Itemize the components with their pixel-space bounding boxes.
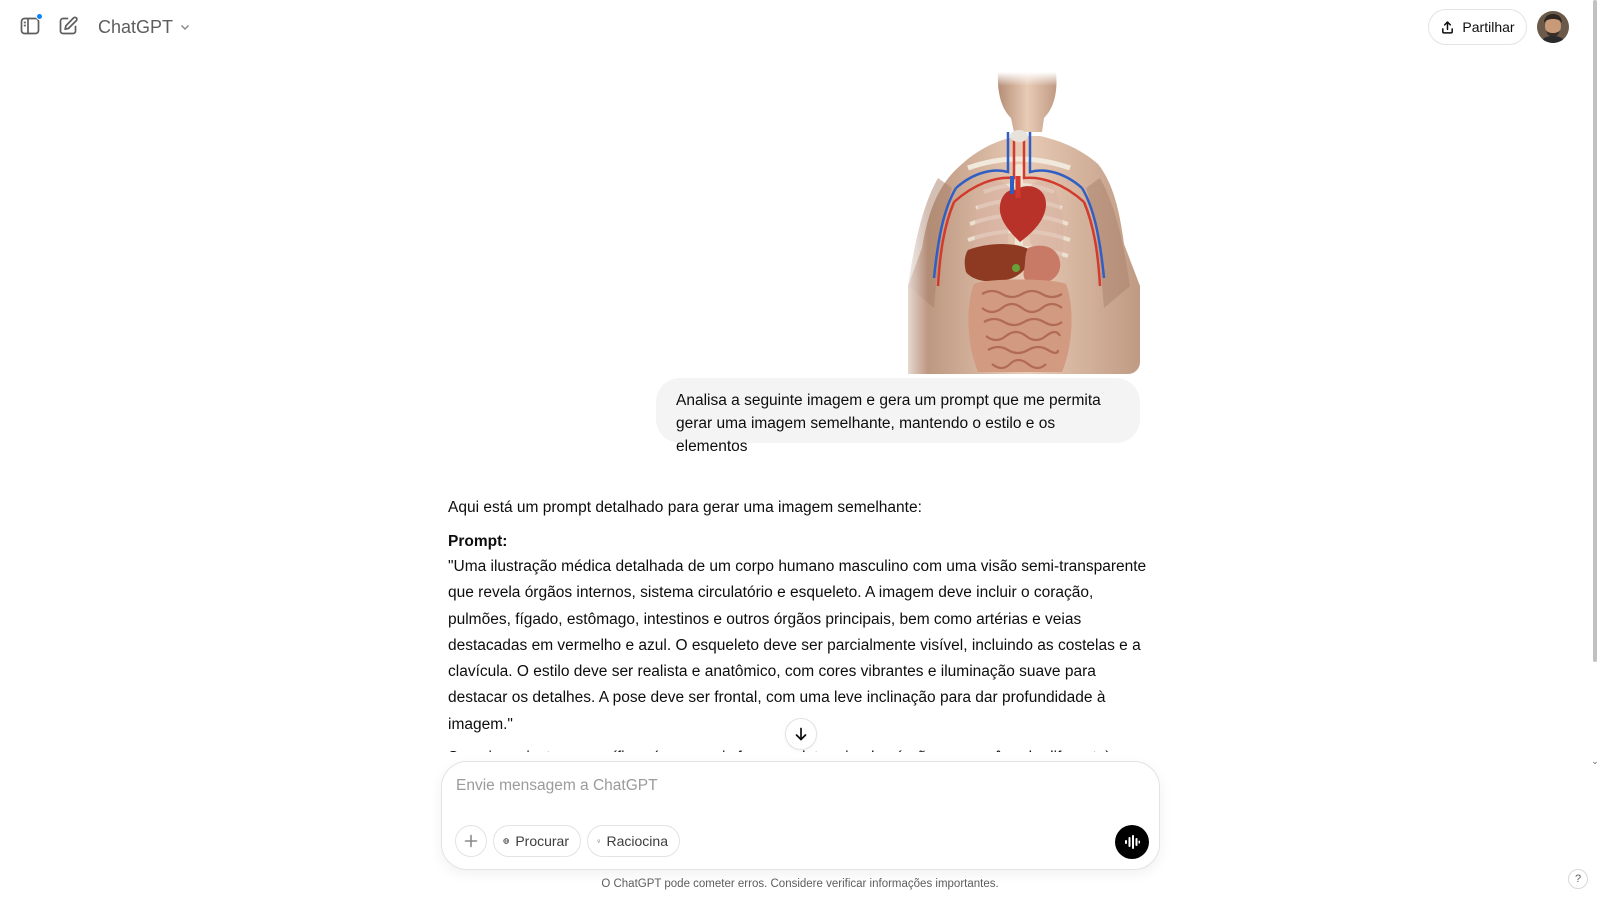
search-button[interactable]: [493, 825, 581, 857]
sidebar-toggle-button[interactable]: [14, 10, 46, 42]
share-button[interactable]: [1428, 9, 1527, 45]
compose-icon: [57, 15, 79, 37]
attach-button[interactable]: [455, 825, 487, 857]
share-label: Partilhar: [1462, 19, 1515, 35]
help-icon: ?: [1574, 873, 1582, 885]
prompt-text: "Uma ilustração médica detalhada de um corpo humano masculino com uma visão semi-transparente que revela órgãos internos, sistema circulatório e esqueleto. A imagem deve incluir o coração, pulmões, fígado, estômago, intestinos e outros órgãos principais, bem como artérias e veias destacadas em vermelho e azul. O esqueleto deve ser parcialmente visível, incluindo as costelas e a clavícula. O estilo deve ser realista e anatômico, com cores vibrantes e iluminação suave para destacar os detalhes. A pose deve ser frontal, com uma leve inclinação para dar profundidade à imagem.": [448, 558, 1147, 733]
new-chat-button[interactable]: [52, 10, 84, 42]
reason-button[interactable]: [587, 825, 680, 857]
plus-icon: [463, 833, 479, 849]
prompt-label: Prompt:: [448, 533, 508, 550]
lightbulb-icon: [597, 833, 601, 849]
scrollbar-thumb[interactable]: [1593, 0, 1597, 662]
disclaimer-text: O ChatGPT pode cometer erros. Considere verificar informações importantes.: [601, 878, 999, 890]
model-label: ChatGPT: [98, 16, 174, 37]
reason-label: Raciocina: [606, 833, 668, 849]
assistant-intro-text: Aqui está um prompt detalhado para gerar uma imagem semelhante:: [448, 499, 922, 516]
model-selector[interactable]: [90, 12, 199, 42]
user-photo-icon: [1537, 11, 1569, 43]
help-button[interactable]: [1568, 869, 1588, 889]
message-input[interactable]: [456, 772, 1096, 800]
uploaded-anatomy-image[interactable]: [898, 72, 1140, 374]
notification-dot: [36, 13, 43, 20]
user-message-bubble: [656, 378, 1140, 455]
globe-icon: [503, 833, 509, 849]
scrollbar-down-arrow-icon[interactable]: ⌄: [1591, 756, 1599, 766]
voice-waveform-icon: [1123, 833, 1141, 851]
share-icon: [1440, 20, 1455, 35]
chevron-down-icon: [179, 21, 191, 33]
message-composer: [441, 761, 1160, 870]
avatar[interactable]: [1537, 11, 1569, 43]
top-bar: [0, 0, 1600, 54]
scroll-to-bottom-button[interactable]: [785, 718, 817, 750]
anatomy-illustration: [898, 72, 1140, 374]
voice-mode-button[interactable]: [1115, 825, 1149, 859]
user-message-text: Analisa a seguinte imagem e gera um prompt que me permita gerar uma imagem semelhante, mantendo o estilo e os elementos: [676, 392, 1101, 455]
search-label: Procurar: [515, 833, 569, 849]
arrow-down-icon: [793, 726, 809, 742]
